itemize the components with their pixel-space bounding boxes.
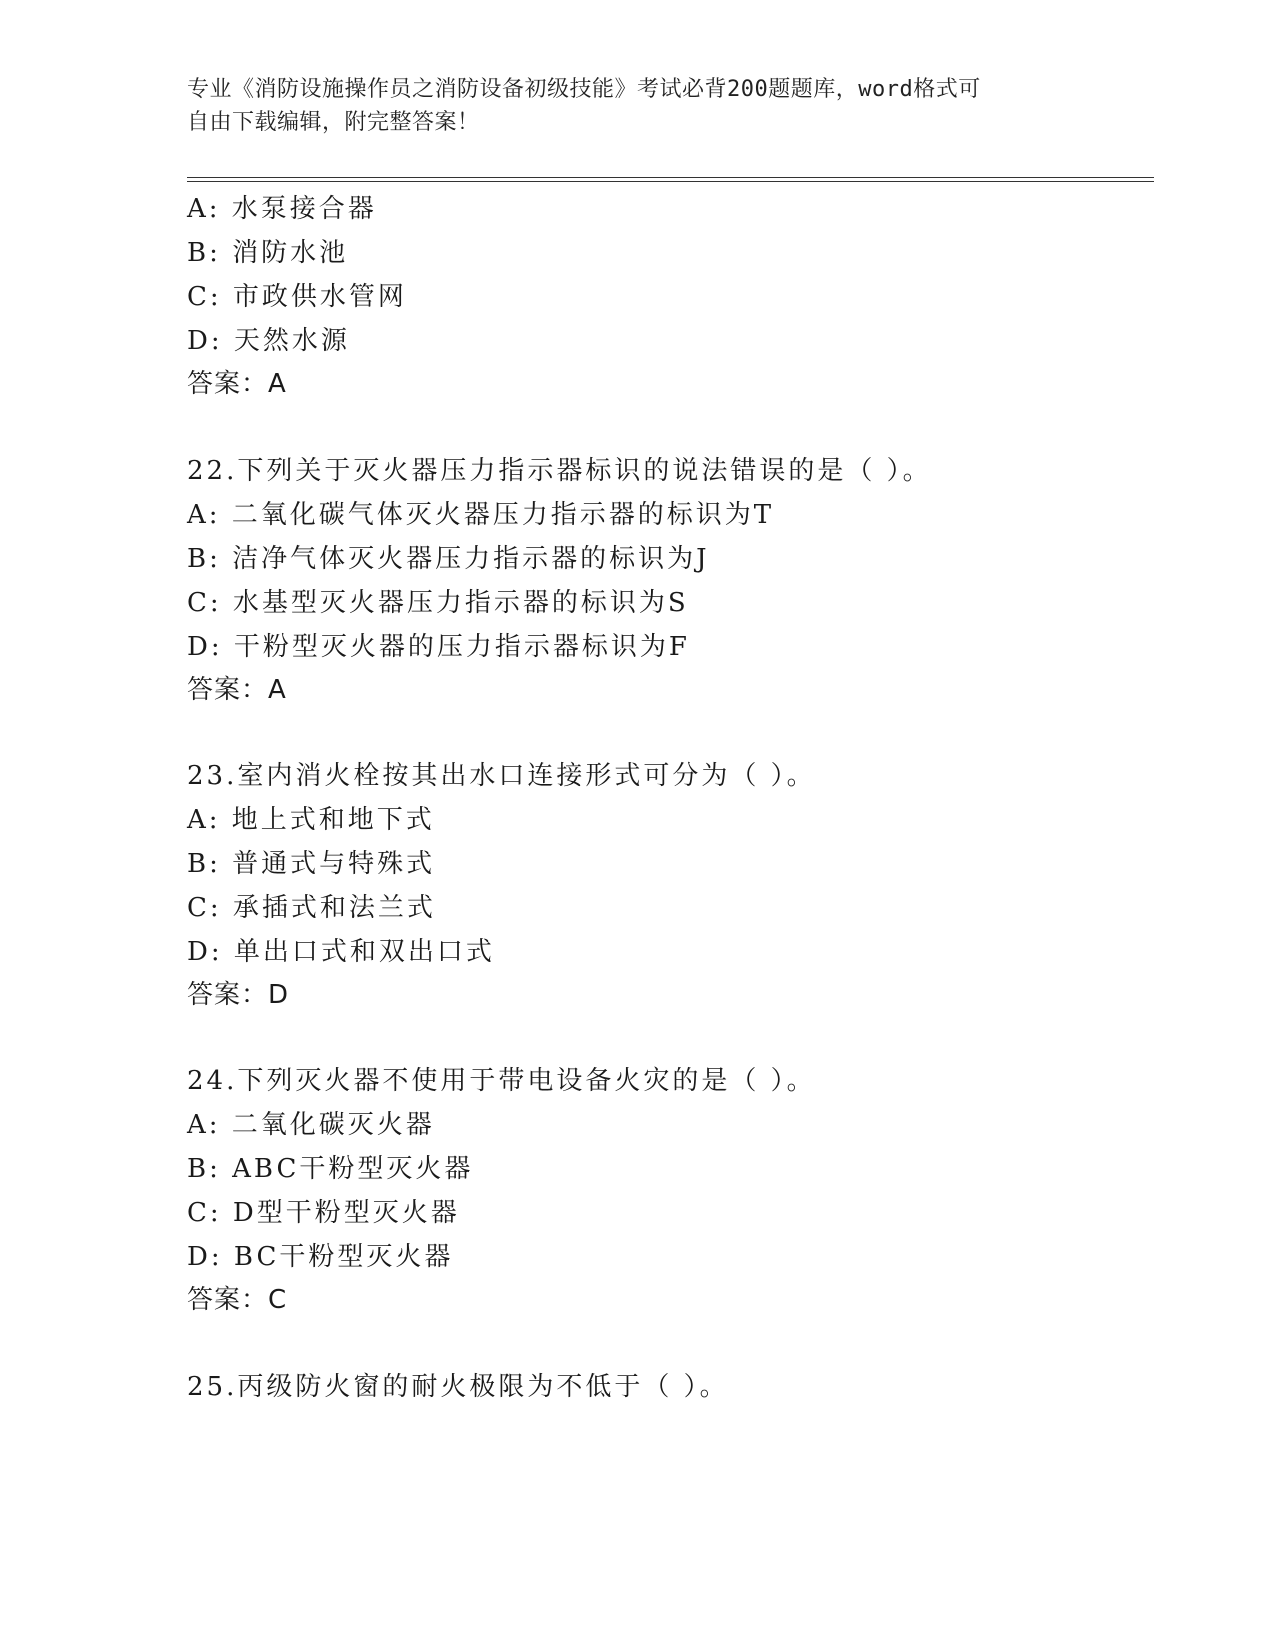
document-header <box>187 73 1087 139</box>
q22-option-d: D: 干粉型灭火器的压力指示器标识为F <box>187 632 690 662</box>
q23-option-c: C: 承插式和法兰式 <box>187 893 436 923</box>
q23-option-a: A: 地上式和地下式 <box>187 805 435 835</box>
q23-option-d: D: 单出口式和双出口式 <box>187 937 495 967</box>
header-divider-bottom <box>187 181 1154 182</box>
q23-stem: 23.室内消火栓按其出水口连接形式可分为（ ）。 <box>187 761 816 791</box>
q22-option-b: B: 洁净气体灭火器压力指示器的标识为J <box>187 544 710 574</box>
q22-stem: 22.下列关于灭火器压力指示器标识的说法错误的是（ ）。 <box>187 456 932 486</box>
q24-option-d: D: BC干粉型灭火器 <box>187 1242 454 1272</box>
header-line-2: 自由下载编辑，附完整答案！ <box>187 110 480 135</box>
q21-option-c: C: 市政供水管网 <box>187 282 407 312</box>
q24-stem: 24.下列灭火器不使用于带电设备火灾的是（ ）。 <box>187 1066 816 1096</box>
q21-option-d: D: 天然水源 <box>187 326 350 356</box>
q21-answer: 答案：A <box>187 369 287 399</box>
header-divider-top <box>187 177 1154 178</box>
q21-option-a: A: 水泵接合器 <box>187 194 377 224</box>
q24-answer: 答案：C <box>187 1285 288 1315</box>
q22-answer: 答案：A <box>187 675 287 705</box>
q25-stem: 25.丙级防火窗的耐火极限为不低于（ ）。 <box>187 1372 729 1402</box>
q24-option-c: C: D型干粉型灭火器 <box>187 1198 460 1228</box>
q23-option-b: B: 普通式与特殊式 <box>187 849 436 879</box>
q22-option-a: A: 二氧化碳气体灭火器压力指示器的标识为T <box>187 500 775 530</box>
q22-option-c: C: 水基型灭火器压力指示器的标识为S <box>187 588 689 618</box>
header-line-1: 专业《消防设施操作员之消防设备初级技能》考试必背200题题库，word格式可 <box>187 77 981 102</box>
q21-option-b: B: 消防水池 <box>187 238 349 268</box>
q24-option-b: B: ABC干粉型灭火器 <box>187 1154 474 1184</box>
q24-option-a: A: 二氧化碳灭火器 <box>187 1110 435 1140</box>
q23-answer: 答案：D <box>187 980 290 1010</box>
